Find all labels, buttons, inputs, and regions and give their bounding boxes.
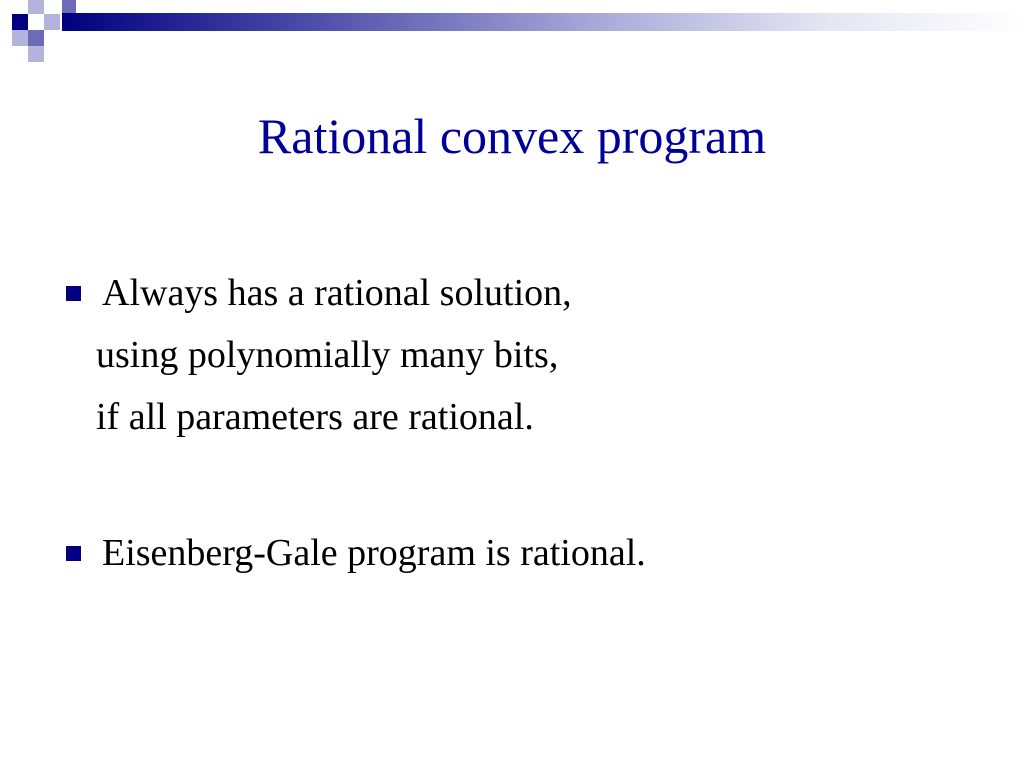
deco-square	[12, 14, 28, 30]
bullet-continuation: using polynomially many bits,	[96, 334, 559, 376]
header-gradient-bar	[62, 13, 1024, 31]
deco-square	[62, 0, 76, 13]
bullet-line	[66, 262, 572, 324]
slide-title: Rational convex program	[257, 108, 767, 164]
bullet-text: Eisenberg-Gale program is rational.	[102, 532, 646, 574]
square-bullet-icon	[66, 546, 81, 561]
bullet-continuation: if all parameters are rational.	[96, 396, 534, 438]
bullet-line	[66, 522, 646, 584]
deco-square	[28, 46, 44, 62]
deco-square	[12, 30, 28, 46]
header-decoration	[0, 0, 80, 64]
bullet-item-1	[66, 262, 572, 448]
deco-square	[28, 30, 44, 46]
bullet-item-2	[66, 522, 646, 584]
square-bullet-icon	[66, 286, 81, 301]
deco-square	[44, 14, 60, 30]
bullet-text: Always has a rational solution,	[102, 272, 572, 314]
deco-square	[28, 0, 44, 14]
